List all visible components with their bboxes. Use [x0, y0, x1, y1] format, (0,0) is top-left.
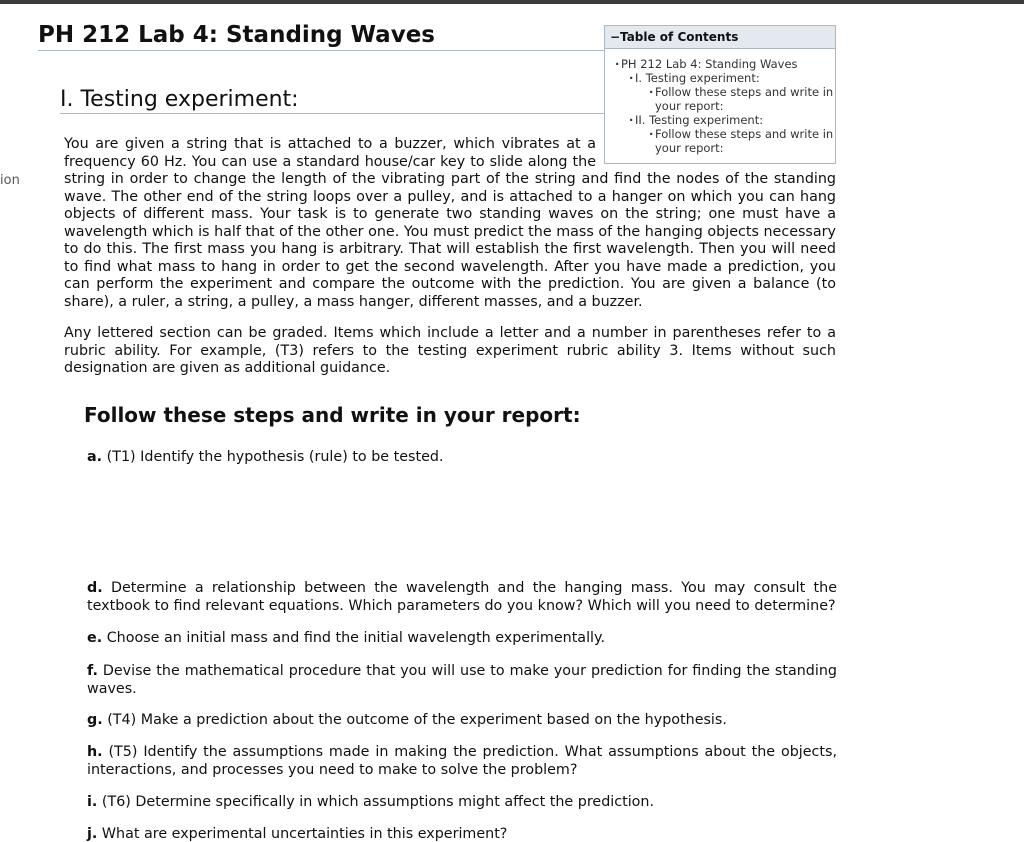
section-title: I. Testing experiment:: [60, 87, 299, 112]
toc-link-page-title[interactable]: · PH 212 Lab 4: Standing Waves: [605, 57, 835, 71]
toc-link-testing-experiment-2[interactable]: · II. Testing experiment:: [605, 113, 835, 127]
step-j: [87, 826, 837, 842]
toc-link-follow-steps-2[interactable]: · Follow these steps and write in your report:: [605, 127, 835, 155]
step-i: [87, 794, 837, 812]
step-letter: h.: [87, 744, 103, 760]
grading-note: Any lettered section can be graded. Items which include a letter and a number in parentheses refer to a rubric ability. For example, (T3) refers to the testing experiment rubric ability 3. Items without such designation are given as additional guidance.: [64, 325, 836, 376]
step-text: What are experimental uncertainties in this experiment?: [101, 826, 508, 842]
toc-link-follow-steps-1[interactable]: · Follow these steps and write in your report:: [605, 85, 835, 113]
intro-text: You are given a string that is attached to a buzzer, which vibrates at a frequency 60 Hz. You can use a standard house/car key to slide along the string in order to change the length of the vibrating part of the string and find the nodes of the standing wave. The other end of the string loops over a pulley, and is attached to a hanger on which you can hang objects of different mass. Your task is to generate two standing waves on the string; one must have a wavelength which is half that of the other one. You must predict the mass of the hanging objects necessary to do this. The first mass you hang is arbitrary. That will establish the first wavelength. Then you will need to find what mass to hang in order to get the second wavelength. After you have made a prediction, you can perform the experiment and compare the outcome with the prediction. You are given a balance (to share), a ruler, a string, a pulley, a mass hanger, different masses, and a buzzer.: [64, 136, 836, 310]
step-text: Determine a relationship between the wavelength and the hanging mass. You may consult the textbook to find relevant equations. Which parameters do you know? Which will you need to determine?: [87, 580, 837, 614]
step-letter: i.: [87, 794, 98, 810]
step-h: [87, 744, 837, 779]
step-text: (T5) Identify the assumptions made in making the prediction. What assumptions about the objects, interactions, and processes you need to make to solve the problem?: [87, 744, 838, 778]
steps-heading: Follow these steps and write in your report:: [84, 403, 581, 427]
step-e: [87, 630, 837, 648]
step-text: Choose an initial mass and find the initial wavelength experimentally.: [106, 630, 605, 646]
step-a: [87, 449, 837, 467]
step-d: [87, 580, 837, 615]
step-text: (T1) Identify the hypothesis (rule) to be tested.: [106, 449, 444, 465]
intro-paragraph: [64, 136, 836, 311]
sidebar-stub-text: ion: [0, 173, 20, 188]
window-top-bar: [0, 0, 1024, 4]
toc-toggle[interactable]: −Table of Contents: [605, 26, 835, 49]
step-letter: f.: [87, 663, 98, 679]
step-text: (T4) Make a prediction about the outcome of the experiment based on the hypothesis.: [107, 712, 727, 728]
page-title: PH 212 Lab 4: Standing Waves: [38, 22, 435, 48]
step-letter: e.: [87, 630, 103, 646]
toc-float-spacer: [596, 136, 836, 170]
step-letter: a.: [87, 449, 103, 465]
step-letter: d.: [87, 580, 103, 596]
step-letter: j.: [87, 826, 98, 842]
step-f: [87, 663, 837, 698]
step-letter: g.: [87, 712, 103, 728]
section-divider: [60, 113, 606, 114]
step-g: [87, 712, 837, 730]
toc-link-testing-experiment-1[interactable]: · I. Testing experiment:: [605, 71, 835, 85]
step-text: Devise the mathematical procedure that you will use to make your prediction for finding the standing waves.: [87, 663, 837, 697]
step-text: (T6) Determine specifically in which assumptions might affect the prediction.: [101, 794, 655, 810]
